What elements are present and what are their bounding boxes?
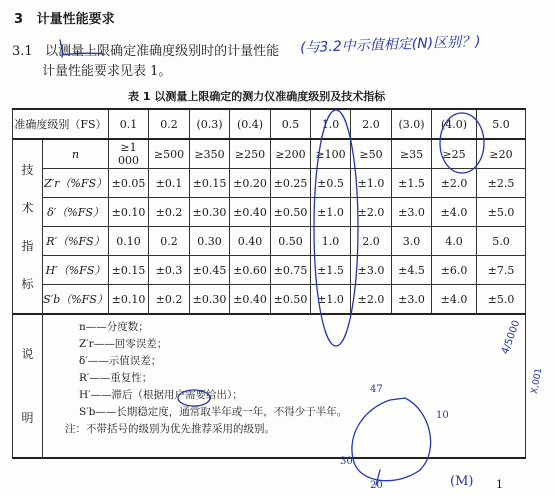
value-cell: ≥500: [149, 139, 190, 169]
value-cell: ≥250: [230, 139, 271, 169]
grade-cell: 0.2: [149, 109, 190, 139]
value-cell: ±0.15: [109, 256, 149, 285]
value-cell: ±0.50: [271, 198, 311, 227]
grade-cell: 2.0: [351, 109, 392, 139]
value-cell: 4.0: [432, 227, 477, 256]
grade-cell: (4.0): [432, 109, 477, 139]
value-cell: ≥25: [432, 139, 477, 169]
note-line: δ′——示值误差；: [79, 355, 162, 367]
notes-cell: [43, 314, 526, 458]
value-cell: ±0.45: [190, 256, 230, 285]
value-cell: ±0.60: [230, 256, 271, 285]
row-label: n: [43, 139, 109, 169]
value-cell: ±0.2: [149, 285, 190, 315]
value-cell: ±0.30: [190, 198, 230, 227]
value-cell: ±0.30: [190, 285, 230, 315]
value-cell: ±6.0: [432, 256, 477, 285]
grade-cell: 5.0: [477, 109, 526, 139]
grade-cell: (3.0): [392, 109, 432, 139]
value-cell: ±2.0: [432, 169, 477, 198]
row-label: Z′r（%FS）: [43, 169, 109, 198]
table-row: [13, 256, 526, 285]
clause-line-2: 计量性能要求见表 1。: [42, 64, 172, 79]
value-cell: ±4.5: [392, 256, 432, 285]
grade-cell: 0.1: [109, 109, 149, 139]
value-cell: ≥50: [351, 139, 392, 169]
value-cell: ±1.0: [311, 198, 351, 227]
value-cell: 0.30: [190, 227, 230, 256]
handwritten-side-1: 4/5000: [500, 318, 523, 356]
value-cell: ±2.0: [351, 198, 392, 227]
value-cell: ±0.15: [190, 169, 230, 198]
handwritten-number: 47: [370, 384, 383, 395]
table-caption: 表 1 以测量上限确定的测力仪准确度级别及技术指标: [128, 90, 386, 103]
value-cell: ≥200: [271, 139, 311, 169]
handwritten-bottom-mark: (M): [450, 474, 474, 489]
grade-cell: (0.3): [190, 109, 230, 139]
value-cell: ±0.40: [230, 285, 271, 315]
row-label: S′b（%FS）: [43, 285, 109, 315]
value-cell: ±0.40: [230, 198, 271, 227]
row-label: R′（%FS）: [43, 227, 109, 256]
page-number: 1: [496, 478, 503, 491]
table-row: [13, 285, 526, 315]
value-cell: ±3.0: [392, 198, 432, 227]
value-cell: ≥1 000: [109, 139, 149, 169]
accuracy-table: [12, 108, 526, 459]
table-row: [13, 198, 526, 227]
value-cell: ±0.5: [311, 169, 351, 198]
row-label: H′（%FS）: [43, 256, 109, 285]
table-row: [13, 169, 526, 198]
value-cell: ±0.10: [109, 285, 149, 315]
grade-cell: 1.0: [311, 109, 351, 139]
value-cell: 0.50: [271, 227, 311, 256]
value-cell: ±4.0: [432, 198, 477, 227]
group-label: 技 术 指 标: [13, 139, 43, 314]
notes-row: [13, 314, 526, 458]
value-cell: 5.0: [477, 227, 526, 256]
value-cell: 0.10: [109, 227, 149, 256]
grade-cell: (0.4): [230, 109, 271, 139]
clause-line-1: 3.1 以测量上限确定准确度级别时的计量性能: [12, 44, 280, 59]
handwritten-number: 10: [436, 410, 449, 421]
note-line: 注：不带括号的级别为优先推荐采用的级别。: [65, 423, 275, 435]
value-cell: ±0.3: [149, 256, 190, 285]
note-line: H′——滞后（根据用户需要给出）；: [79, 389, 243, 401]
value-cell: ±0.10: [109, 198, 149, 227]
value-cell: ±1.5: [311, 256, 351, 285]
value-cell: ≥100: [311, 139, 351, 169]
grade-cell: 0.5: [271, 109, 311, 139]
note-line: S′b——长期稳定度，通常取半年或一年，不得少于半年。: [79, 406, 348, 418]
section-heading: 3 计量性能要求: [14, 12, 115, 27]
note-line: R′——重复性；: [79, 372, 153, 384]
value-cell: ±0.20: [230, 169, 271, 198]
value-cell: ±0.25: [271, 169, 311, 198]
value-cell: ±0.2: [149, 198, 190, 227]
value-cell: ±0.05: [109, 169, 149, 198]
value-cell: ±1.0: [351, 169, 392, 198]
value-cell: 1.0: [311, 227, 351, 256]
handwritten-number: 20: [370, 480, 383, 491]
value-cell: ±5.0: [477, 198, 526, 227]
value-cell: ±0.75: [271, 256, 311, 285]
value-cell: ±3.0: [351, 256, 392, 285]
value-cell: ±0.1: [149, 169, 190, 198]
value-cell: ≥20: [477, 139, 526, 169]
value-cell: ±0.50: [271, 285, 311, 315]
value-cell: 2.0: [351, 227, 392, 256]
value-cell: ≥35: [392, 139, 432, 169]
value-cell: ±1.0: [311, 285, 351, 315]
note-line: n——分度数；: [79, 321, 149, 333]
value-cell: ±1.5: [392, 169, 432, 198]
header-label: 准确度级别（FS）: [13, 109, 109, 139]
value-cell: ±2.5: [477, 169, 526, 198]
header-row: [13, 109, 526, 139]
value-cell: 0.2: [149, 227, 190, 256]
value-cell: ±5.0: [477, 285, 526, 315]
notes-label: 说 明: [13, 314, 43, 458]
handwritten-number: 30: [340, 456, 353, 467]
table-row: [13, 139, 526, 169]
value-cell: 3.0: [392, 227, 432, 256]
value-cell: ±4.0: [432, 285, 477, 315]
handwritten-side-2: X,001: [529, 367, 545, 395]
value-cell: ±2.0: [351, 285, 392, 315]
table-row: [13, 227, 526, 256]
value-cell: ≥350: [190, 139, 230, 169]
handwritten-note-top: (与3.2中示值相定(N)区别？): [299, 33, 481, 57]
value-cell: ±7.5: [477, 256, 526, 285]
value-cell: ±3.0: [392, 285, 432, 315]
note-line: Z′r——回零误差；: [79, 338, 168, 350]
row-label: δ′（%FS）: [43, 198, 109, 227]
value-cell: 0.40: [230, 227, 271, 256]
